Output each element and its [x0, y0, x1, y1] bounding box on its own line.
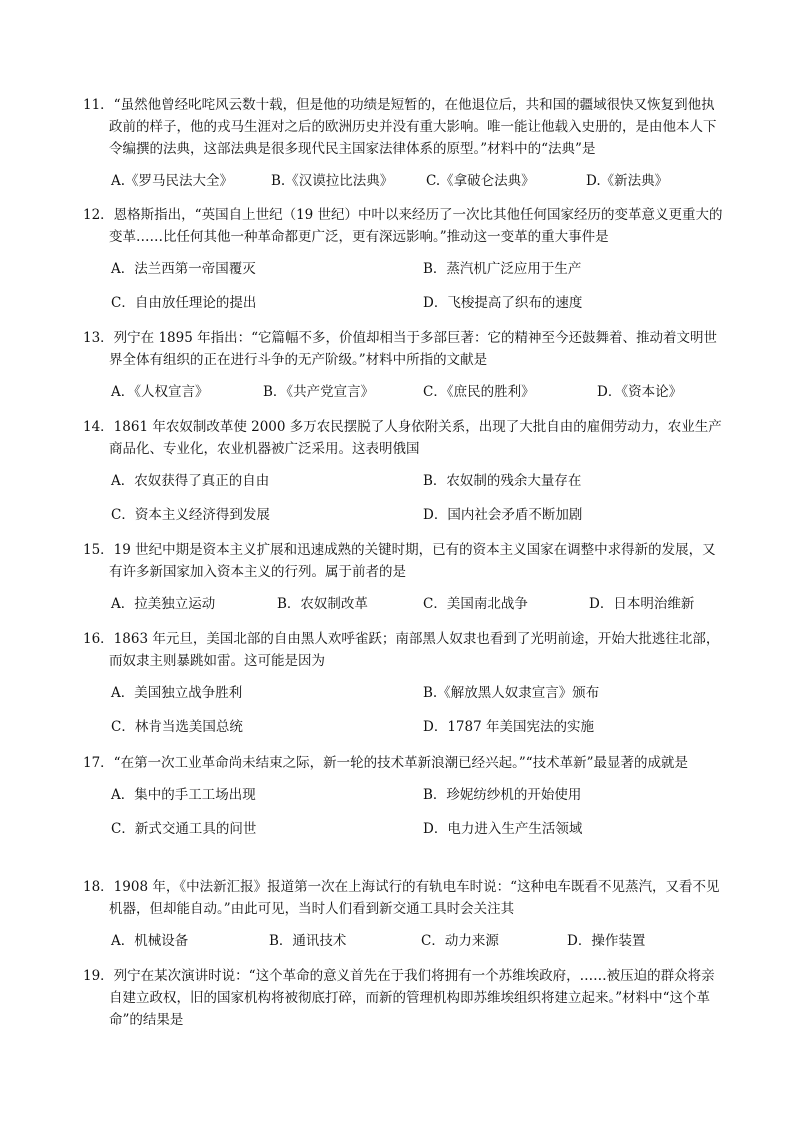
option-b: B．农奴制的残余大量存在	[423, 473, 582, 489]
option-b: B．蒸汽机广泛应用于生产	[423, 261, 582, 277]
option-a: A．《人权宣言》	[111, 384, 209, 400]
options-row	[83, 594, 723, 614]
question-stem: 11．“虽然他曾经叱咤风云数十载，但是他的功绩是短暂的，在他退位后，共和国的疆域很快又恢复到他执政前的样子，他的戎马生涯对之后的欧洲历史并没有重大影响。唯一能让他载入史册的，是由他本人下令编撰的法典，这部法典是很多现代民主国家法律体系的原型。”材料中的“法典”是	[83, 97, 717, 157]
option-d: D．飞梭提高了织布的速度	[423, 295, 583, 311]
option-c: C．自由放任理论的提出	[111, 295, 257, 311]
question-12	[83, 204, 723, 327]
options-grid	[83, 683, 723, 737]
option-b: B．通讯技术	[269, 933, 347, 949]
options-grid	[83, 471, 723, 525]
option-c: C．林肯当选美国总统	[111, 719, 243, 735]
question-11	[83, 94, 723, 191]
option-d: D．日本明治维新	[589, 596, 695, 612]
question-16	[83, 628, 723, 751]
option-b: B．珍妮纺纱机的开始使用	[423, 787, 582, 803]
option-d: D．国内社会矛盾不断加剧	[423, 507, 583, 523]
option-c: C．新式交通工具的问世	[111, 821, 257, 837]
option-c: C．资本主义经济得到发展	[111, 507, 270, 523]
option-c: C．动力来源	[421, 933, 499, 949]
option-d: D.《新法典》	[586, 173, 669, 189]
question-stem: 18．1908 年，《中法新汇报》报道第一次在上海试行的有轨电车时说：“这种电车既看不见蒸汽，又看不见机器，但却能自动。”由此可见，当时人们看到新交通工具时会关注其	[83, 879, 720, 917]
question-stem: 17．“在第一次工业革命尚未结束之际，新一轮的技术革新浪潮已经兴起。”“技术革新”最显著的成就是	[83, 755, 689, 771]
question-stem: 12．恩格斯指出，“英国自上世纪（19 世纪）中叶以来经历了一次比其他任何国家经历的变革意义更重大的变革……比任何其他一种革命都更广泛，更有深远影响。”推动这一变革的重大事件是	[83, 207, 723, 245]
option-d: D．1787 年美国宪法的实施	[423, 719, 594, 735]
options-row	[83, 931, 723, 951]
question-13	[83, 327, 723, 402]
option-b: B．农奴制改革	[277, 596, 368, 612]
question-stem: 15．19 世纪中期是资本主义扩展和迅速成熟的关键时期，已有的资本主义国家在调整中求得新的发展，又有许多新国家加入资本主义的行列。属于前者的是	[83, 542, 716, 580]
question-stem: 14．1861 年农奴制改革使 2000 多万农民摆脱了人身依附关系，出现了大批自由的雇佣劳动力，农业生产商品化、专业化，农业机器被广泛采用。这表明俄国	[83, 419, 722, 457]
question-19	[83, 965, 723, 1031]
option-c: C．《庶民的胜利》	[423, 384, 535, 400]
option-b: B．《共产党宣言》	[263, 384, 375, 400]
question-stem: 19．列宁在某次演讲时说：“这个革命的意义首先在于我们将拥有一个苏维埃政府，……被压迫的群众将亲自建立政权，旧的国家机构将被彻底打碎，而新的管理机构即苏维埃组织将建立起来。”材料中“这个革命”的结果是	[83, 968, 715, 1028]
option-b: B.《解放黑人奴隶宣言》颁布	[423, 685, 600, 701]
question-15	[83, 539, 723, 614]
option-a: A.《罗马民法大全》	[111, 173, 234, 189]
option-d: D．操作装置	[567, 933, 646, 949]
option-d: D．电力进入生产生活领域	[423, 821, 583, 837]
question-14	[83, 416, 723, 539]
question-17	[83, 752, 723, 853]
question-stem: 13．列宁在 1895 年指出：“它篇幅不多，价值却相当于多部巨著：它的精神至今还鼓舞着、推动着文明世界全体有组织的正在进行斗争的无产阶级。”材料中所指的文献是	[83, 330, 718, 368]
option-a: A．法兰西第一帝国覆灭	[111, 261, 256, 277]
option-a: A．农奴获得了真正的自由	[111, 473, 270, 489]
options-row	[83, 382, 723, 402]
options-grid	[83, 259, 723, 313]
option-a: A．拉美独立运动	[111, 596, 216, 612]
option-c: C．美国南北战争	[423, 596, 528, 612]
option-a: A．美国独立战争胜利	[111, 685, 243, 701]
option-d: D．《资本论》	[597, 384, 683, 400]
options-row	[83, 171, 723, 191]
option-a: A．机械设备	[111, 933, 189, 949]
question-stem: 16．1863 年元旦，美国北部的自由黑人欢呼雀跃；南部黑人奴隶也看到了光明前途，开始大批逃往北部，而奴隶主则暴跳如雷。这可能是因为	[83, 631, 720, 669]
options-grid	[83, 785, 723, 839]
option-c: C.《拿破仑法典》	[426, 173, 535, 189]
option-a: A．集中的手工工场出现	[111, 787, 256, 803]
option-b: B.《汉谟拉比法典》	[271, 173, 394, 189]
question-18	[83, 876, 723, 951]
